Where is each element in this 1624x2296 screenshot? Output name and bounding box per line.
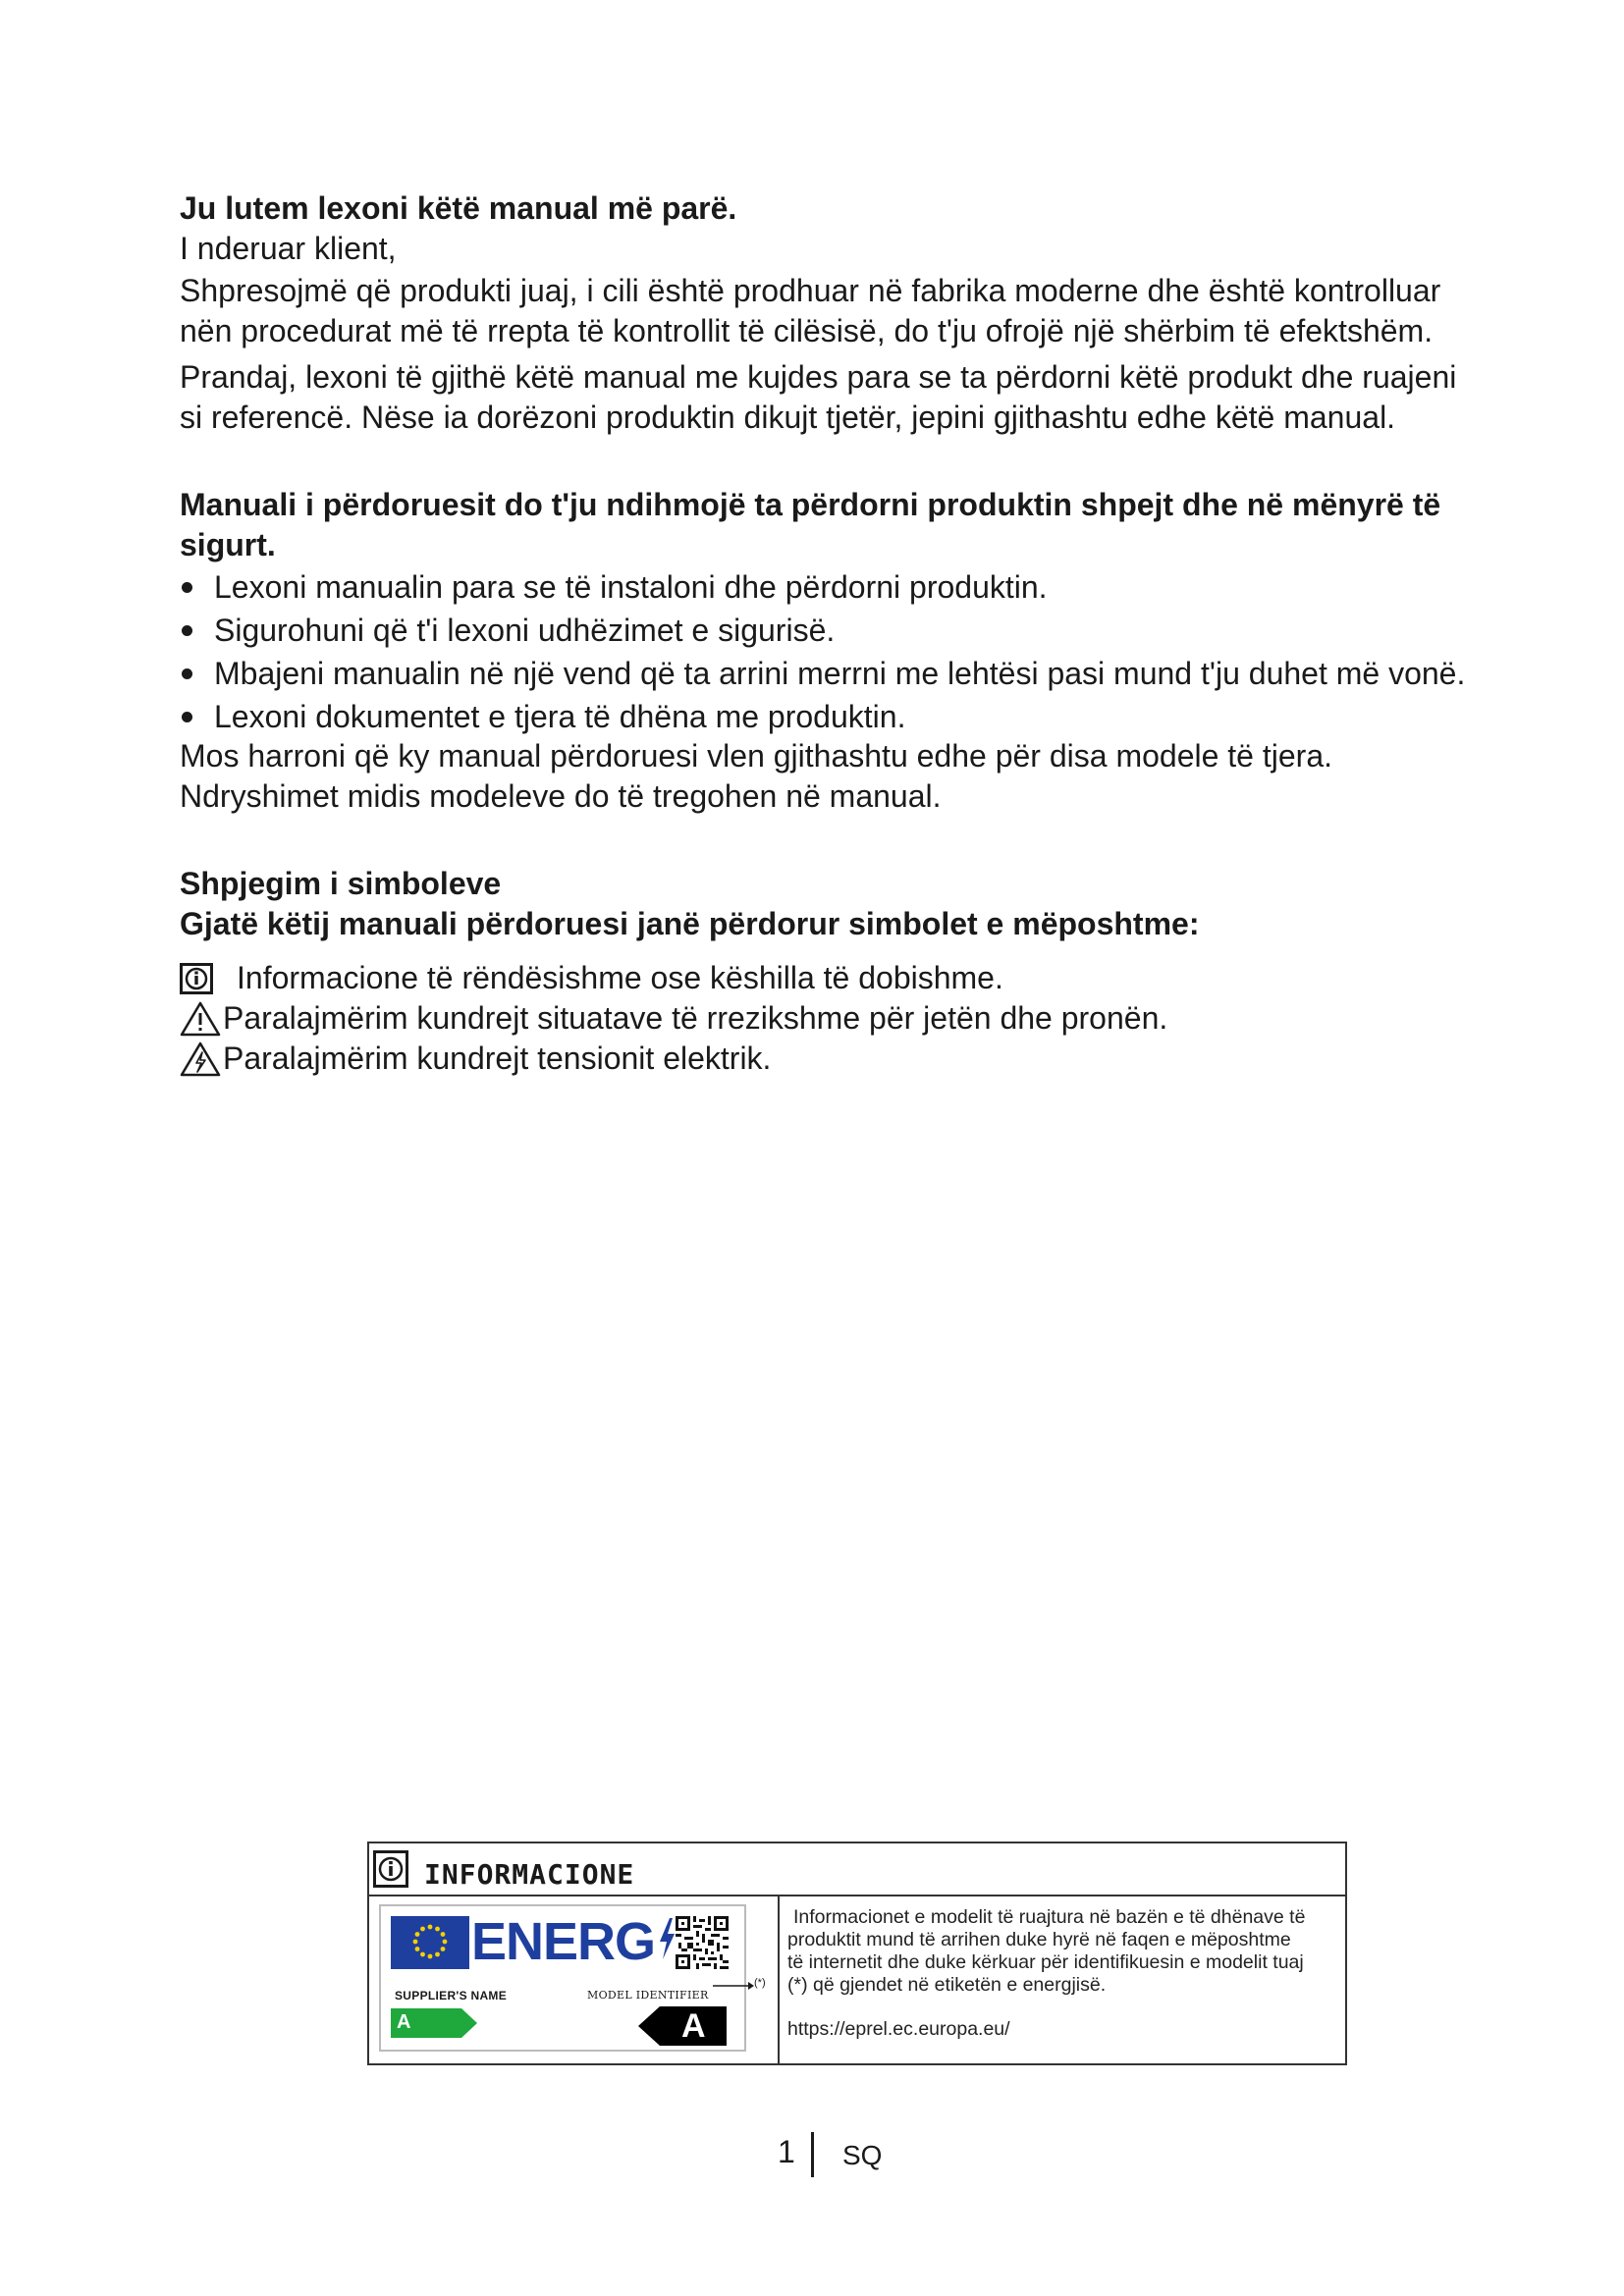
symbols-heading: Shpjegim i simboleve: [180, 866, 502, 901]
information-box-title: INFORMACIONE: [424, 1857, 635, 1891]
energy-logo-text: [471, 1912, 678, 1979]
energy-class-indicator-arrow: [638, 2006, 727, 2046]
symbol-row-info: [180, 958, 1486, 998]
energy-class-scale-letter: A: [397, 2011, 411, 2033]
info-text-line: (*) që gjendet në etiketën e energjisë.: [787, 1974, 1107, 1996]
info-icon: [180, 961, 237, 996]
model-identifier-marker: (*): [754, 1977, 766, 1989]
info-text-line: Informacionet e modelit të ruajtura në bazën e të dhënave të: [793, 1906, 1306, 1928]
symbol-text: Paralajmërim kundrejt tensionit elektrik.: [223, 1041, 772, 1076]
bullet-dot: [182, 625, 192, 636]
energy-class-scale-arrow: [391, 2008, 479, 2038]
list-item: [180, 697, 1486, 737]
info-icon: [373, 1850, 408, 1888]
bullet-text: Lexoni dokumentet e tjera të dhëna me produktin.: [214, 699, 906, 734]
bullet-text: Lexoni manualin para se të instaloni dhe përdorni produktin.: [214, 569, 1048, 605]
intro-paragraph-2: Prandaj, lexoni të gjithë këtë manual me kujdes para se ta përdorni këtë produkt dhe ruajeni si referencë. Nëse ia dorëzoni produktin dikujt tjetër, jepini gjithashtu edhe këtë manual.: [180, 359, 1457, 435]
symbol-text: Informacione të rëndësishme ose këshilla të dobishme.: [237, 960, 1003, 995]
info-text-line: të internetit dhe duke kërkuar për identifikuesin e modelit tuaj: [787, 1951, 1304, 1973]
energy-label-cell: [369, 1896, 780, 2063]
language-code: SQ: [842, 2140, 883, 2170]
eu-flag-icon: [391, 1916, 469, 1969]
list-item: [180, 567, 1486, 608]
supplier-name-label: SUPPLIER'S NAME: [395, 1989, 508, 2002]
usage-bullet-list: [180, 567, 1486, 737]
model-identifier-label: MODEL IDENTIFIER: [587, 1989, 709, 2002]
energy-class-letter: A: [681, 2007, 706, 2045]
list-item: [180, 611, 1486, 651]
greeting: I nderuar klient,: [180, 231, 397, 266]
qr-code-icon: [676, 1916, 729, 1969]
energy-word: ENERG: [471, 1912, 656, 1971]
page-footer: [0, 2132, 1624, 2181]
symbols-subheading: Gjatë këtij manuali përdoruesi janë përdorur simbolet e mëposhtme:: [180, 906, 1200, 941]
energy-label: [379, 1904, 746, 2052]
information-box: [367, 1842, 1347, 2065]
list-item: [180, 654, 1486, 694]
symbol-text: Paralajmërim kundrejt situatave të rrezikshme për jetën dhe pronën.: [223, 1000, 1168, 1036]
intro-paragraph-1: Shpresojmë që produkti juaj, i cili është prodhuar në fabrika moderne dhe është kontrolluar nën procedurat më të rrepta të kontrollit të cilësisë, do t'ju ofrojë një shërbim të efektshëm.: [180, 273, 1441, 348]
information-box-header: [369, 1843, 1345, 1896]
information-box-text: [780, 1896, 1345, 2063]
usage-note-2: Ndryshimet midis modeleve do të tregohen në manual.: [180, 778, 942, 814]
footer-divider: [811, 2132, 814, 2177]
bullet-text: Sigurohuni që t'i lexoni udhëzimet e sigurisë.: [214, 613, 836, 648]
intro-heading: Ju lutem lexoni këtë manual më parë.: [180, 190, 737, 226]
manual-content: [180, 188, 1486, 1079]
info-text-line: produktit mund të arrihen duke hyrë në faqen e mëposhtme: [787, 1929, 1291, 1950]
symbol-row-warning: [180, 998, 1486, 1039]
warning-triangle-icon: [180, 1001, 223, 1037]
page-number: 1: [778, 2134, 795, 2169]
bullet-dot: [182, 582, 192, 593]
electric-warning-icon: [180, 1041, 223, 1077]
eprel-link[interactable]: https://eprel.ec.europa.eu/: [787, 2018, 1010, 2040]
usage-heading: Manuali i përdoruesit do t'ju ndihmojë ta përdorni produktin shpejt dhe në mënyrë të sigurt.: [180, 487, 1441, 562]
usage-note-1: Mos harroni që ky manual përdoruesi vlen gjithashtu edhe për disa modele të tjera.: [180, 738, 1332, 774]
bullet-dot: [182, 668, 192, 679]
bullet-text: Mbajeni manualin në një vend që ta arrini merrni me lehtësi pasi mund t'ju duhet më vonë.: [214, 656, 1466, 691]
bullet-dot: [182, 712, 192, 722]
information-box-body: [369, 1896, 1345, 2063]
symbol-row-electric: [180, 1039, 1486, 1079]
